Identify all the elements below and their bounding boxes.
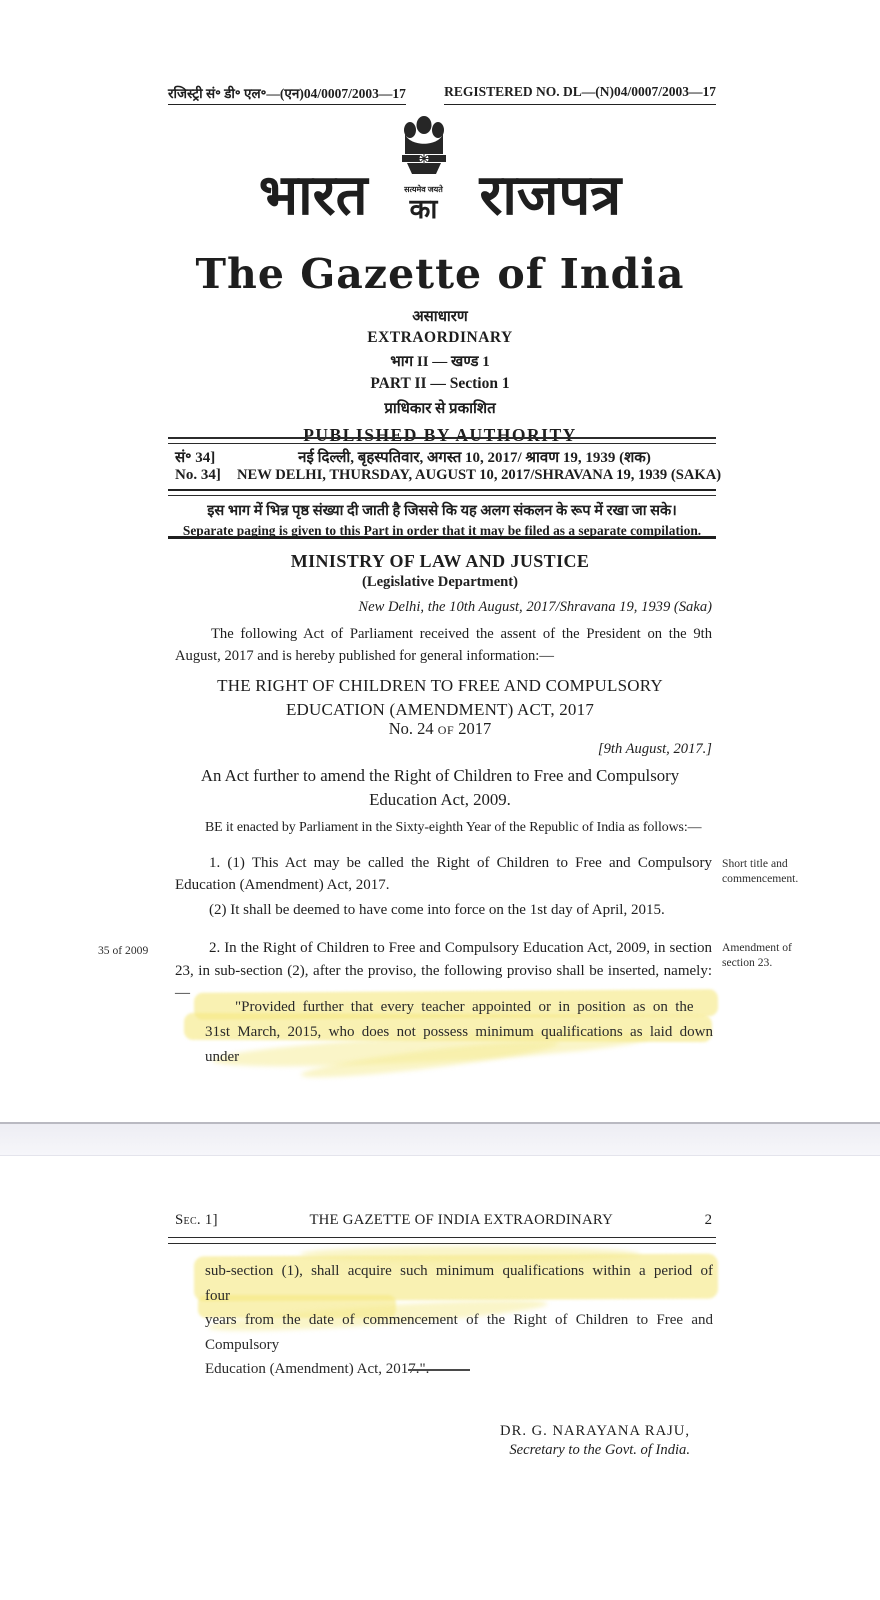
masthead xyxy=(0,116,880,229)
act-number: No. 24 OF 2017 xyxy=(388,719,492,738)
signatory-role: Secretary to the Govt. of India. xyxy=(509,1442,690,1458)
page2-line2: years from the date of commencement of the Right of Children to Free and Compulsory xyxy=(205,1312,713,1353)
paging-note-hindi: इस भाग में भिन्न पृष्ठ संख्या दी जाती है जिससे कि यह अलग संकलन के रूप में रखा जा सके। xyxy=(207,503,677,519)
masthead-emblem-column xyxy=(378,116,470,223)
gazette-english-title: The Gazette of India xyxy=(195,250,685,298)
ministry-title: MINISTRY OF LAW AND JUSTICE xyxy=(290,551,590,571)
act-long-title-line2: Education Act, 2009. xyxy=(369,789,511,809)
assent-date: [9th August, 2017.] xyxy=(597,741,712,757)
section2-body: 2. In the Right of Children to Free and Compulsory Education Act, 2009, in section 23, in sub-section (2), after the proviso, the following proviso shall be inserted, namely:— xyxy=(175,940,712,1001)
masthead-hindi-left: भारत xyxy=(258,162,368,229)
act-long-title xyxy=(0,764,880,811)
end-divider-rule xyxy=(408,1369,470,1371)
paging-note-english: Separate paging is given to this Part in order that it may be filed as a separate compilation. xyxy=(182,523,702,538)
enacting-clause: BE it enacted by Parliament in the Sixty-eighth Year of the Republic of India as follows:— xyxy=(205,820,702,835)
authority-hindi: प्राधिकार से प्रकाशित xyxy=(384,401,496,417)
issue-date-hindi: नई दिल्ली, बृहस्पतिवार, अगस्त 10, 2017/ श्रावण 19, 1939 (शक) xyxy=(298,450,651,466)
page2-running-header xyxy=(175,1212,712,1229)
emblem-motto: सत्यमेव जयते xyxy=(404,185,443,194)
page2-continuation-paragraph xyxy=(205,1259,713,1382)
section1-clause2: (2) It shall be deemed to have come into force on the 1st day of April, 2015. xyxy=(209,902,665,918)
act-title xyxy=(0,674,880,722)
section1-clause1: 1. (1) This Act may be called the Right of Children to Free and Compulsory Education (Amendment) Act, 2017. xyxy=(175,855,712,893)
issue-heading-block xyxy=(0,306,880,446)
assent-paragraph: The following Act of Parliament received the assent of the President on the 9th August, 2017 and is hereby published for general information:— xyxy=(175,626,712,664)
part-section-hindi: भाग II — खण्ड 1 xyxy=(390,354,490,370)
page2-header-title: THE GAZETTE OF INDIA EXTRAORDINARY xyxy=(309,1212,613,1228)
authority-english: PUBLISHED BY AUTHORITY xyxy=(303,425,577,445)
part-section-english: PART II — Section 1 xyxy=(370,375,510,392)
page2-section-ref: Sec. 1] xyxy=(175,1212,218,1228)
page2-double-rule xyxy=(168,1237,716,1244)
margin-note-short-title: Short title and commencement. xyxy=(722,857,799,885)
issue-date-block xyxy=(175,447,722,484)
ministry-dateline: New Delhi, the 10th August, 2017/Shravana 19, 1939 (Saka) xyxy=(358,599,712,615)
paging-note xyxy=(168,500,716,539)
margin-note-35-of-2009: 35 of 2009 xyxy=(98,944,149,957)
page-separator xyxy=(0,1122,880,1156)
page2-line1: sub-section (1), shall acquire such minimum qualifications within a period of four xyxy=(205,1263,713,1304)
issue-number-english: No. 34] xyxy=(175,467,221,483)
page2-line3: Education (Amendment) Act, 2017.". xyxy=(205,1361,430,1377)
signatory-name: DR. G. NARAYANA RAJU, xyxy=(500,1423,690,1439)
thick-rule xyxy=(168,536,716,539)
act-title-line2: EDUCATION (AMENDMENT) ACT, 2017 xyxy=(285,700,595,719)
masthead-hindi-right: राजपत्र xyxy=(479,162,622,229)
extraordinary-english: EXTRAORDINARY xyxy=(367,329,513,346)
double-rule-mid xyxy=(168,489,716,496)
registration-number-hindi: रजिस्ट्री सं॰ डी॰ एल॰—(एन)04/0007/2003—17 xyxy=(168,84,406,105)
margin-note-amendment: Amendment of section 23. xyxy=(722,941,792,969)
registration-line xyxy=(168,84,716,105)
masthead-hindi-mid: का xyxy=(409,194,438,224)
act-long-title-line1: An Act further to amend the Right of Children to Free and Compulsory xyxy=(200,766,680,785)
registration-number-english: REGISTERED NO. DL—(N)04/0007/2003—17 xyxy=(444,84,716,105)
extraordinary-hindi: असाधारण xyxy=(412,309,468,325)
page2-page-number: 2 xyxy=(704,1212,712,1228)
proviso-line1: "Provided further that every teacher appointed or in position as on the xyxy=(235,999,694,1015)
signature-block xyxy=(350,1423,690,1459)
issue-number-hindi: सं॰ 34] xyxy=(175,450,216,466)
proviso-line2: 31st March, 2015, who does not possess minimum qualifications as laid down under xyxy=(205,1024,713,1065)
act-title-line1: THE RIGHT OF CHILDREN TO FREE AND COMPULSORY xyxy=(217,676,663,695)
issue-date-english: NEW DELHI, THURSDAY, AUGUST 10, 2017/SHRAVANA 19, 1939 (SAKA) xyxy=(237,467,722,483)
proviso-paragraph xyxy=(205,995,713,1070)
double-rule-top xyxy=(168,437,716,444)
ashoka-emblem-icon xyxy=(397,116,451,183)
ministry-department: (Legislative Department) xyxy=(361,574,519,590)
